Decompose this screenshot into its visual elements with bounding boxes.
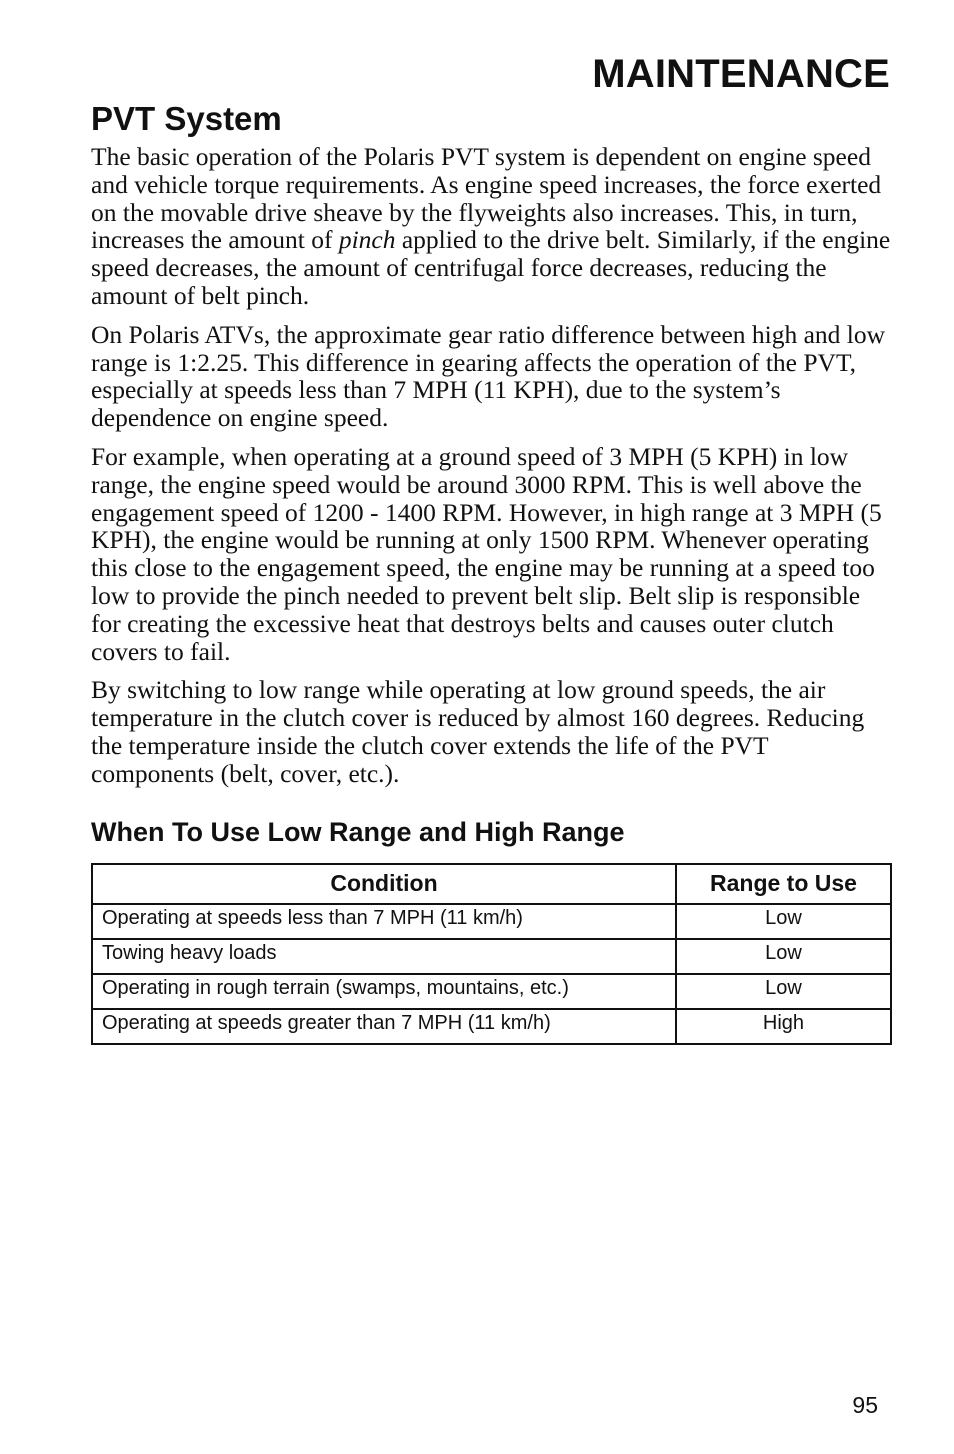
section-title: PVT System <box>91 100 282 137</box>
paragraph-text: The basic operation of the Polaris PVT system is dependent on engine speed and vehicle torque requirements. As engine speed increases, the force exerted on the movable drive sheave by the flyweights also increases. This, in turn, increases the amount of <box>91 142 882 255</box>
range-table <box>91 863 892 1045</box>
table-row <box>92 974 891 1009</box>
table-header-row <box>92 864 891 904</box>
subsection-title: When To Use Low Range and High Range <box>91 816 625 847</box>
paragraph-gear-ratio: On Polaris ATVs, the approximate gear ratio difference between high and low range is 1:2.25. This difference in gearing affects the operation of the PVT, especially at speeds less than 7 MPH (11 KPH), due to the system’s dependence on engine speed. <box>91 319 886 433</box>
column-header-range: Range to Use <box>676 864 891 904</box>
condition-cell: Towing heavy loads <box>92 939 676 974</box>
range-cell: Low <box>676 939 891 974</box>
page-header: MAINTENANCE <box>592 52 890 96</box>
range-cell: Low <box>676 904 891 939</box>
range-cell: Low <box>676 974 891 1009</box>
page-content <box>91 100 891 1045</box>
condition-cell: Operating at speeds greater than 7 MPH (11 km/h) <box>92 1009 676 1044</box>
condition-cell: Operating at speeds less than 7 MPH (11 km/h) <box>92 904 676 939</box>
table-row <box>92 939 891 974</box>
column-header-condition: Condition <box>92 864 676 904</box>
condition-cell: Operating in rough terrain (swamps, mountains, etc.) <box>92 974 676 1009</box>
paragraph-example: For example, when operating at a ground speed of 3 MPH (5 KPH) in low range, the engine speed would be around 3000 RPM. This is well above the engagement speed of 1200 - 1400 RPM. However, in high range at 3 MPH (5 KPH), the engine would be running at only 1500 RPM. Whenever operating this close to the engagement speed, the engine may be running at a speed too low to provide the pinch needed to prevent belt slip. Belt slip is responsible for creating the excessive heat that destroys belts and causes outer clutch covers to fail. <box>91 441 882 666</box>
range-cell: High <box>676 1009 891 1044</box>
paragraph-text: applied to the drive belt. Similarly, if the engine speed decreases, the amount of centrifugal force decreases, reducing the amount of belt pinch. <box>91 225 891 310</box>
italic-term: pinch <box>338 225 396 255</box>
paragraph-pvt-operation <box>91 143 891 310</box>
table-row <box>92 1009 891 1044</box>
page-number: 95 <box>852 1392 878 1418</box>
table-row <box>92 904 891 939</box>
paragraph-low-range-benefit: By switching to low range while operating at low ground speeds, the air temperature in the clutch cover is reduced by almost 160 degrees. Reducing the temperature inside the clutch cover extends the life of the PVT components (belt, cover, etc.). <box>91 675 865 788</box>
